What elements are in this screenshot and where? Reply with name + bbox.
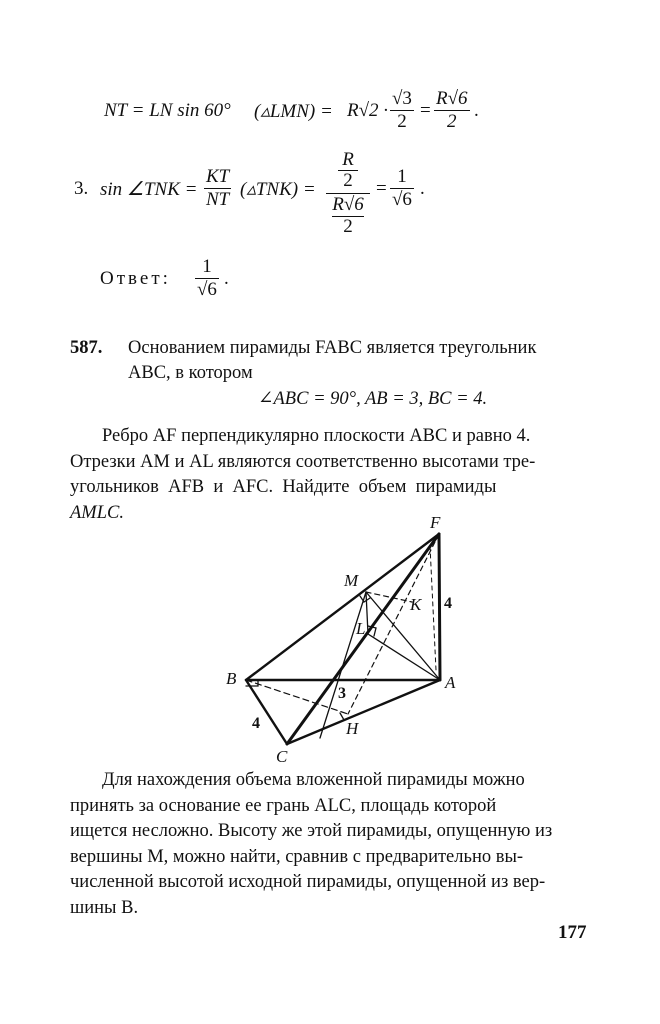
label-f: F bbox=[430, 513, 441, 532]
problem-number: 587. bbox=[70, 338, 103, 358]
eq2-number: 3. bbox=[74, 178, 89, 199]
solution-line: принять за основание ее грань ALC, площадь которой bbox=[70, 795, 497, 816]
segment-ml bbox=[366, 592, 368, 634]
segment-mc bbox=[320, 592, 366, 738]
solution-paragraph bbox=[70, 768, 588, 921]
solution-line: численной высотой исходной пирамиды, опущенной из вер- bbox=[70, 872, 546, 892]
page-number: 177 bbox=[558, 922, 587, 943]
length-bc: 4 bbox=[252, 715, 260, 732]
label-c: C bbox=[276, 747, 288, 766]
solution-line: Для нахождения объема вложенной пирамиды можно bbox=[102, 770, 525, 790]
solution-line: вершины M, можно найти, сравнив с предварительно вы- bbox=[70, 846, 524, 867]
label-b: B bbox=[226, 669, 237, 688]
eq1-period: . bbox=[474, 100, 479, 121]
length-af: 4 bbox=[444, 595, 452, 612]
problem-intro-line1: Основанием пирамиды FABC является треугольник bbox=[128, 338, 537, 358]
problem-conditions: ∠ABC = 90°, AB = 3, BC = 4. bbox=[258, 389, 488, 409]
eq2-fraction-kt-nt: $\frac{KT}{NT}$ bbox=[206, 166, 230, 210]
equation-sin-tnk bbox=[74, 150, 494, 240]
segment-fa-dashed bbox=[430, 546, 436, 670]
eq1-fraction-b: $\frac{R√6}{2}$ bbox=[436, 88, 468, 132]
eq1-lhs: NT = LN sin 60° bbox=[104, 100, 231, 121]
eq1-mid: R√2 · bbox=[347, 100, 389, 121]
answer-fraction: $\frac{1}{√6}$ bbox=[197, 256, 217, 300]
problem-body-line: Отрезки AM и AL являются соответственно высотами тре- bbox=[70, 451, 536, 472]
answer-period: . bbox=[224, 268, 229, 289]
eq2-lhs: sin ∠TNK = bbox=[100, 179, 198, 200]
pyramid-figure bbox=[220, 510, 480, 770]
problem-intro-line2: ABC, в котором bbox=[128, 363, 253, 383]
label-m: M bbox=[344, 571, 359, 590]
problem-body-line: угольников AFB и AFC. Найдите объем пирамиды bbox=[70, 477, 497, 497]
eq2-fraction-result: $\frac{1}{√6}$ bbox=[392, 166, 412, 210]
eq1-fraction-a: $\frac{√3}{2}$ bbox=[392, 88, 412, 132]
problem-body-line: AMLC. bbox=[70, 502, 124, 523]
answer-label: Ответ: bbox=[100, 268, 171, 289]
eq1-condition: (▵LMN) = bbox=[254, 101, 333, 122]
eq2-condition: (▵TNK) = bbox=[240, 179, 316, 200]
edge-af bbox=[439, 534, 440, 680]
label-k: K bbox=[410, 595, 422, 614]
length-ab: 3 bbox=[338, 685, 346, 702]
eq2-compound-fraction: R 2 R√6 2 bbox=[326, 150, 370, 237]
eq2-equals: = bbox=[376, 178, 387, 199]
segment-al bbox=[368, 634, 440, 680]
equation-nt bbox=[104, 88, 524, 138]
label-h: H bbox=[346, 719, 359, 738]
label-l: L bbox=[356, 619, 366, 638]
segment-am bbox=[366, 592, 440, 680]
eq2-period: . bbox=[420, 178, 425, 199]
solution-line: шины B. bbox=[70, 897, 139, 918]
solution-line: ищется несложно. Высоту же этой пирамиды, опущенную из bbox=[70, 821, 553, 841]
eq1-equals: = bbox=[420, 100, 431, 121]
label-a: A bbox=[445, 673, 456, 692]
edge-bc bbox=[246, 680, 287, 744]
problem-body-line: Ребро AF перпендикулярно плоскости ABC и равно 4. bbox=[102, 426, 531, 446]
answer bbox=[100, 256, 300, 306]
